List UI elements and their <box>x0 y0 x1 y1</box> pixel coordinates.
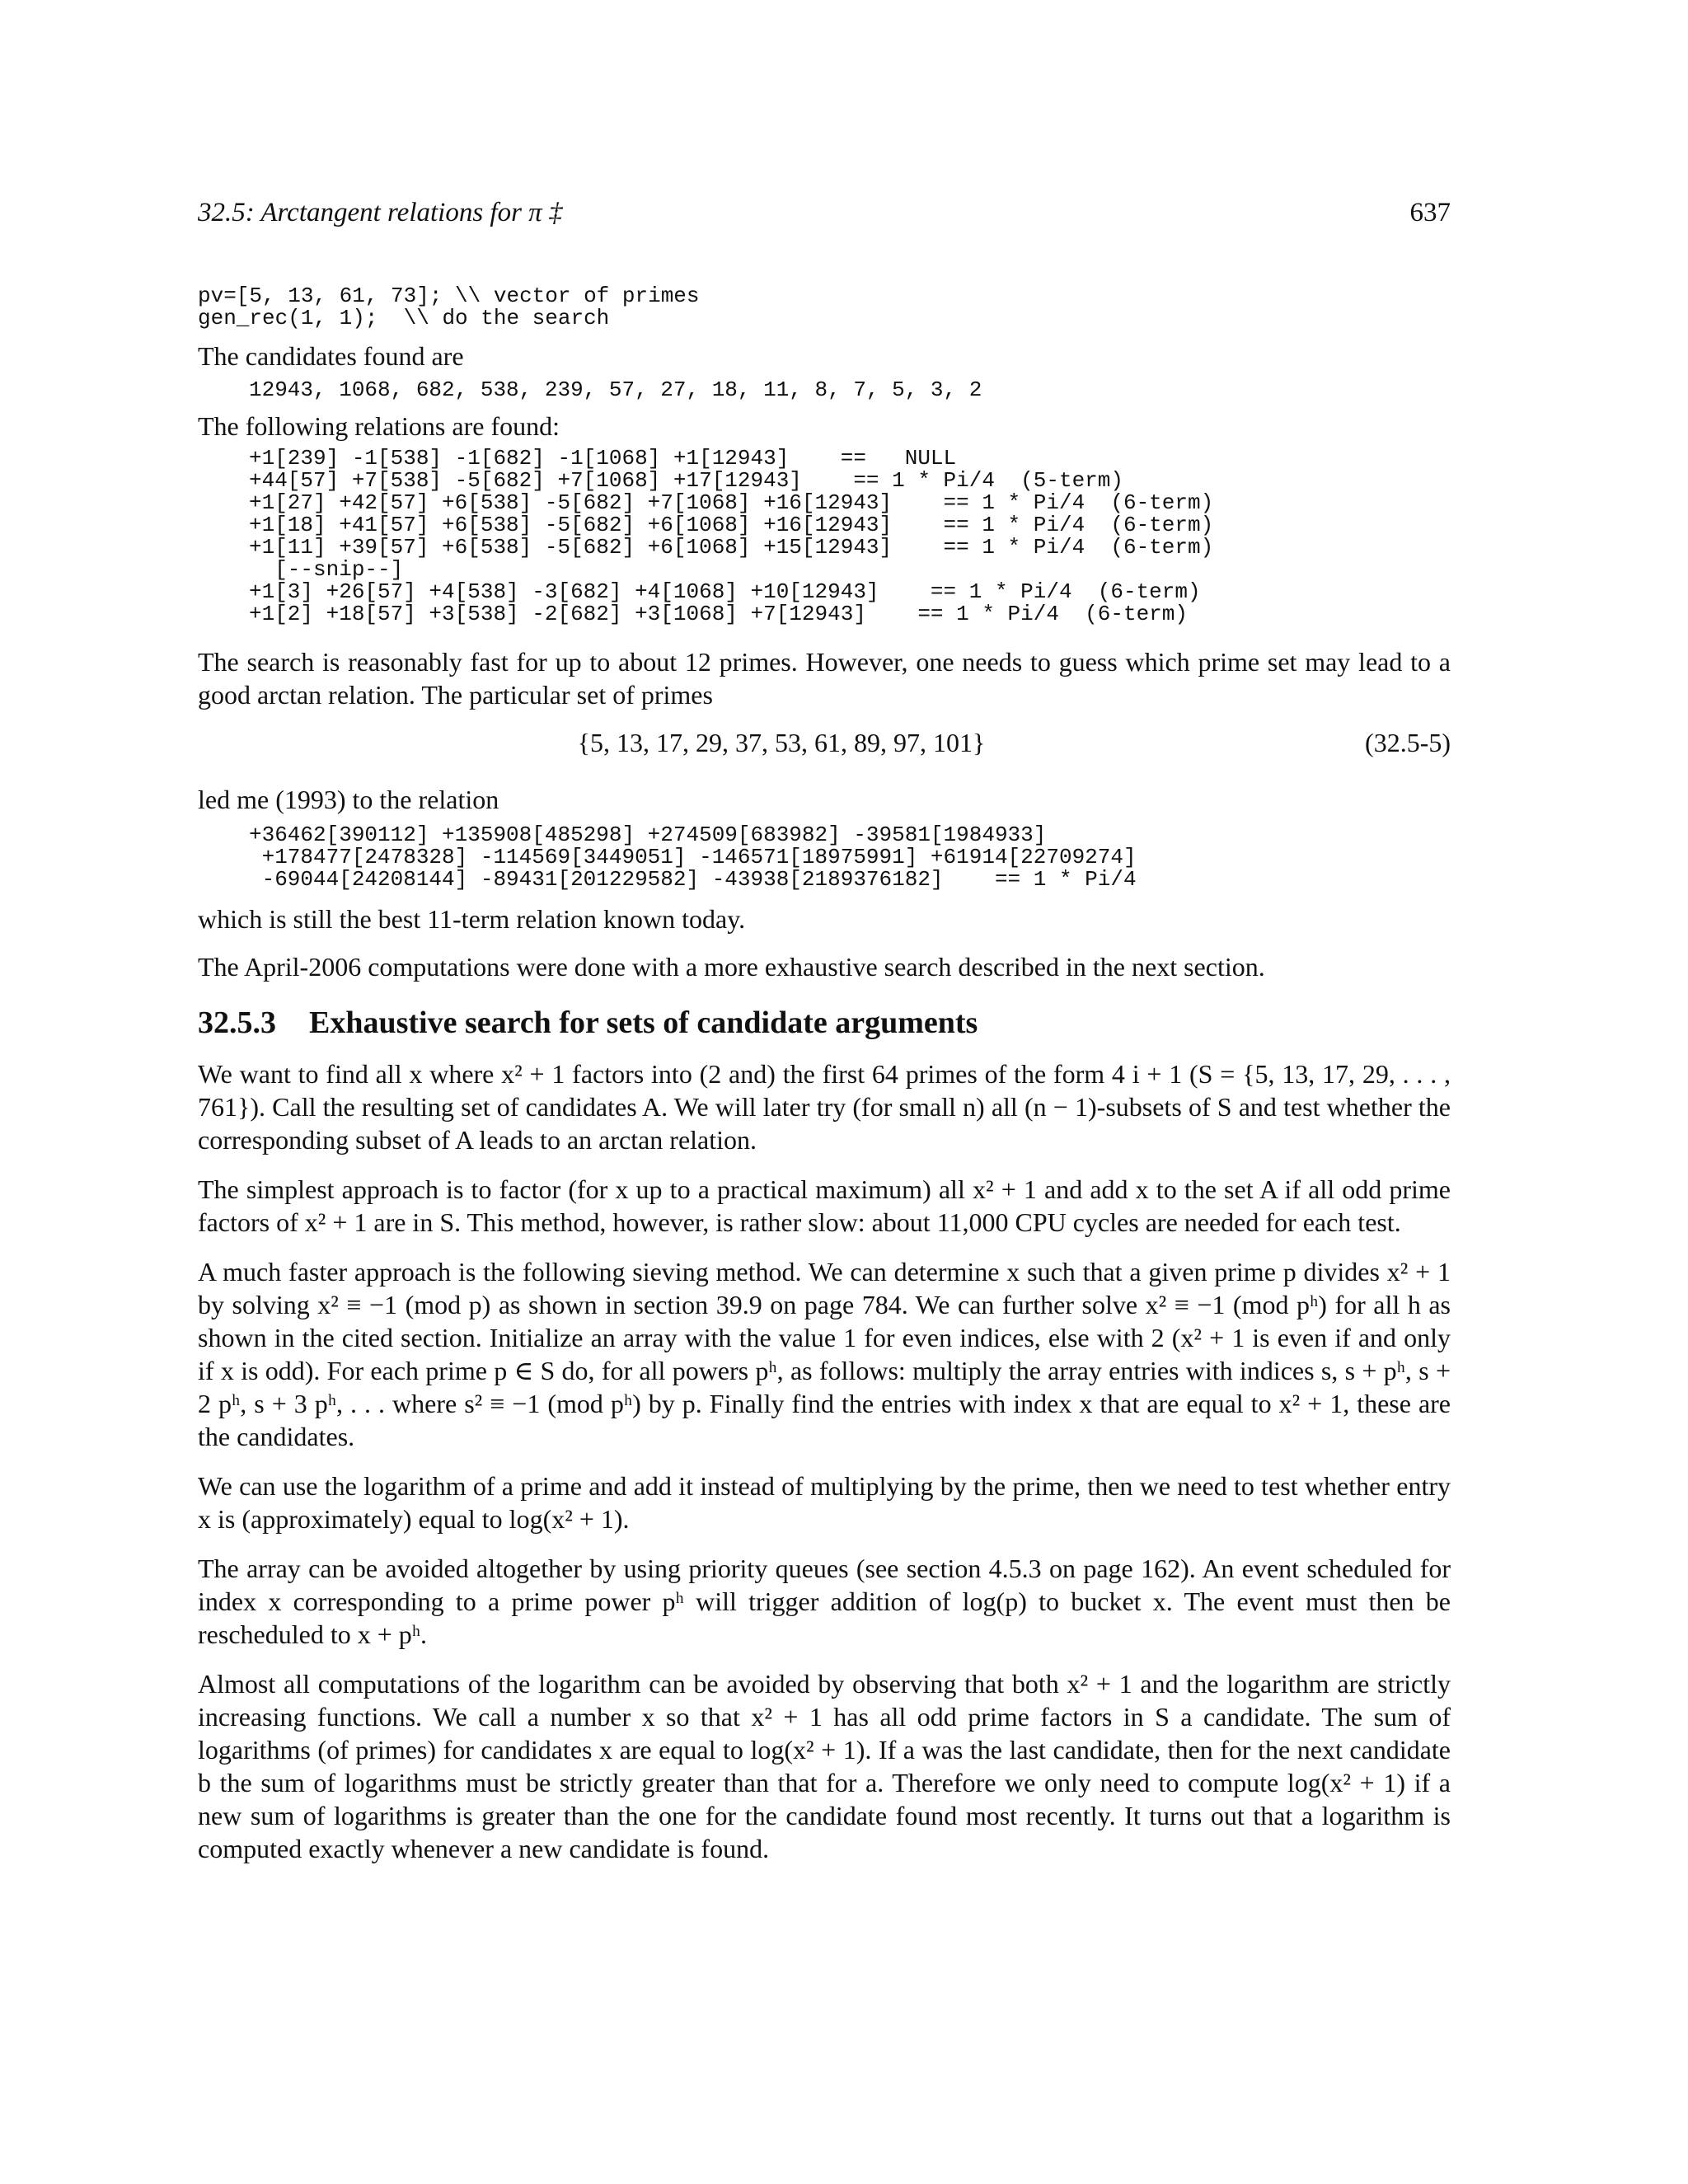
paragraph-increasing-functions: Almost all computations of the logarithm can be avoided by observing that both x² + 1 and the logarithm are strictly increasing functions. We call a number x so that x² + 1 has all odd prime factors in S a candidate. The sum of logarithms (of primes) for candidates x are equal to log(x² + 1). If a was the last candidate, then for the next candidate b the sum of logarithms must be strictly greater than that for a. Therefore we only need to compute log(x² + 1) if a new sum of logarithms is greater than the one for the candidate found most recently. It turns out that a logarithm is computed exactly whenever a new candidate is found. <box>198 1669 1451 1863</box>
paragraph-candidates-found: The candidates found are <box>198 341 464 371</box>
relation-line: -69044[24208144] -89431[201229582] -43938[2189376182] == 1 * Pi/4 <box>249 867 1137 892</box>
relation-line: +44[57] +7[538] -5[682] +7[1068] +17[12943] == 1 * Pi/4 (5-term) <box>249 468 1123 493</box>
header-title: 32.5: Arctangent relations for π ‡ <box>198 198 563 227</box>
code-line: gen_rec(1, 1); \\ do the search <box>198 306 610 330</box>
paragraph-relations-found: The following relations are found: <box>198 411 560 441</box>
code-block-pv <box>198 285 1451 330</box>
relation-line: +1[2] +18[57] +3[538] -2[682] +3[1068] +7[12943] == 1 * Pi/4 (6-term) <box>249 602 1188 626</box>
relation-line: +1[3] +26[57] +4[538] -3[682] +4[1068] +10[12943] == 1 * Pi/4 (6-term) <box>249 579 1201 604</box>
relation-1993 <box>249 824 1451 891</box>
relation-line: [--snip--] <box>249 557 404 582</box>
page <box>198 198 1451 1865</box>
section-heading <box>198 1005 1451 1041</box>
page-number: 637 <box>1409 198 1451 227</box>
equation-32-5-5 <box>198 728 1451 758</box>
paragraph-sieving-method: A much faster approach is the following sieving method. We can determine x such that a given prime p divides x² + 1 by solving x² ≡ −1 (mod p) as shown in section 39.9 on page 784. We can further solve x² ≡ −1 (mod pʰ) for all h as shown in the cited section. Initialize an array with the value 1 for even indices, else with 2 (x² + 1 is even if and only if x is odd). For each prime p ∈ S do, for all powers pʰ, as follows: multiply the array entries with indices s, s + pʰ, s + 2 pʰ, s + 3 pʰ, . . . where s² ≡ −1 (mod pʰ) by p. Finally find the entries with index x that are equal to x² + 1, these are the candidates. <box>198 1257 1451 1451</box>
equation-number: (32.5-5) <box>1365 728 1451 757</box>
paragraph-led-me: led me (1993) to the relation <box>198 785 499 814</box>
relation-line: +178477[2478328] -114569[3449051] -146571[18975991] +61914[22709274] <box>249 845 1137 869</box>
paragraph-priority-queues: The array can be avoided altogether by using priority queues (see section 4.5.3 on page 162). An event scheduled for index x corresponding to a prime power pʰ will trigger addition of log(p) to bucket x. The event must then be rescheduled to x + pʰ. <box>198 1554 1451 1649</box>
section-number: 32.5.3 <box>198 1005 276 1040</box>
paragraph-best-relation: which is still the best 11-term relation known today. <box>198 904 746 934</box>
relations-list <box>249 448 1451 626</box>
paragraph-find-all-x: We want to find all x where x² + 1 factors into (2 and) the first 64 primes of the form 4 i + 1 (S = {5, 13, 17, 29, . . . , 761}). Call the resulting set of candidates A. We will later try (for small n) all (n − 1)-subsets of S and test whether the corresponding subset of A leads to an arctan relation. <box>198 1059 1451 1155</box>
running-header <box>198 198 1451 241</box>
equation-formula: {5, 13, 17, 29, 37, 53, 61, 89, 97, 101} <box>577 728 986 757</box>
relation-line: +1[18] +41[57] +6[538] -5[682] +6[1068] +16[12943] == 1 * Pi/4 (6-term) <box>249 513 1214 537</box>
paragraph-search-fast: The search is reasonably fast for up to about 12 primes. However, one needs to guess which prime set may lead to a good arctan relation. The particular set of primes <box>198 647 1451 710</box>
relation-line: +36462[390112] +135908[485298] +274509[683982] -39581[1984933] <box>249 823 1047 847</box>
paragraph-april-2006: The April-2006 computations were done with a more exhaustive search described in the next section. <box>198 952 1265 982</box>
paragraph-logarithm: We can use the logarithm of a prime and add it instead of multiplying by the prime, then we need to test whether entry x is (approximately) equal to log(x² + 1). <box>198 1471 1451 1534</box>
relation-line: +1[11] +39[57] +6[538] -5[682] +6[1068] +15[12943] == 1 * Pi/4 (6-term) <box>249 535 1214 560</box>
candidates-list: 12943, 1068, 682, 538, 239, 57, 27, 18, 11, 8, 7, 5, 3, 2 <box>249 377 982 402</box>
section-title: Exhaustive search for sets of candidate arguments <box>309 1005 978 1040</box>
relation-line: +1[239] -1[538] -1[682] -1[1068] +1[12943] == NULL <box>249 446 957 471</box>
paragraph-simplest-approach: The simplest approach is to factor (for x up to a practical maximum) all x² + 1 and add x to the set A if all odd prime factors of x² + 1 are in S. This method, however, is rather slow: about 11,000 CPU cycles are needed for each test. <box>198 1174 1451 1237</box>
code-line: pv=[5, 13, 61, 73]; \\ vector of primes <box>198 284 700 308</box>
relation-line: +1[27] +42[57] +6[538] -5[682] +7[1068] +16[12943] == 1 * Pi/4 (6-term) <box>249 490 1214 515</box>
